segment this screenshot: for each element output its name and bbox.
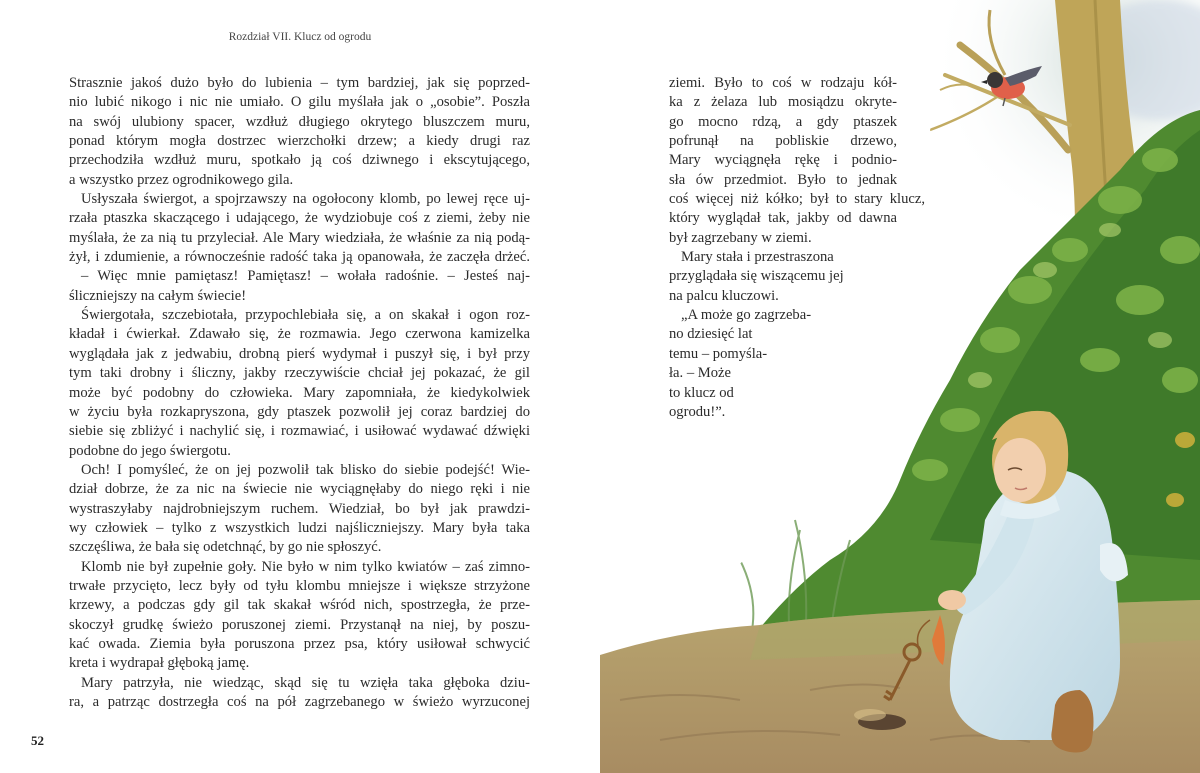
text-line: wystraszyłaby najdrobniejszym ruchem. Wiedział, bo był jak prawdzi- (69, 500, 530, 517)
text-line: przyglądała się wiszącemu jej (669, 268, 844, 285)
text-line: może być podobny do człowieka. Mary zapomniała, że kiedykolwiek (69, 384, 530, 401)
text-line: śliczniejszy na całym świecie! (69, 287, 247, 304)
text-line: tym taki drobny i śliczny, jakby rzeczywiście chciał jej pokazać, że gil (69, 365, 530, 382)
text-line: w życiu była rozkapryszona, gdy ptaszek pozwolił jej coraz bardziej do (69, 403, 530, 420)
text-line: dział dobrze, że za nic na świecie nie wyciągnęłaby do niego ręki i nie (69, 481, 530, 498)
text-line: Strasznie jakoś dużo było do lubienia – tym bardziej, jak się poprzed- (69, 75, 530, 91)
text-line: ponad którym mogła dostrzec wierzchołki drzew; a kiedy drugi raz (69, 133, 530, 150)
right-page (600, 0, 1200, 773)
text-line: krzewy, a podczas gdy gil tak skakał wśród nich, spostrzegła, że prze- (69, 597, 530, 614)
text-line: kładał i ćwierkał. Zdawało się, że rozmawia. Jego czerwona kamizelka (69, 326, 530, 343)
text-line: Mary wyciągnęła rękę i podnio- (669, 152, 897, 169)
text-line: kać owada. Ziemia była poruszona przez psa, który usiłował schwycić (69, 635, 530, 652)
right-page-body (669, 74, 925, 422)
text-line: Mary patrzyła, nie wiedząc, skąd się tu wzięła taka głęboka dziu- (81, 674, 530, 691)
running-head: Rozdział VII. Klucz od ogrodu (228, 31, 372, 43)
text-line: podobne do jego świergotu. (69, 442, 231, 459)
text-line: temu – pomyśla- (669, 345, 768, 362)
text-line: Mary stała i przestraszona (681, 249, 834, 266)
left-page-body (69, 74, 530, 712)
text-line: siebie się zbliżyć i nachylić się, i rozmawiać, i usiłować wydawać dźwięki (69, 423, 530, 440)
text-line: no dziesięć lat (669, 326, 753, 343)
text-line: Och! I pomyśleć, że on jej pozwolił tak blisko do siebie podejść! Wie- (81, 461, 530, 478)
text-line: „A może go zagrzeba- (681, 307, 812, 324)
text-line: Świergotała, szczebiotała, przypochlebiała się, a on skakał i ogon roz- (81, 307, 530, 324)
text-line: ła. – Może (669, 365, 732, 382)
text-line: ka z żelaza lub mosiądzu okryte- (669, 94, 897, 111)
text-line: rzała ptaszka skaczącego i udającego, że wydziobuje coś z ziemi, żeby nie (69, 210, 530, 227)
text-line: myślała, że za nią tu przyleciał. Ale Mary wiedziała, że właśnie za nią podą- (69, 229, 530, 246)
text-line: nio lubić nikogo i nic nie umiało. O gilu myślała jak o „osobie”. Poszła (69, 94, 530, 111)
text-line: przechodziła wzdłuż muru, spotkało ją coś dziwnego i ekscytującego, (69, 152, 530, 169)
text-line: to klucz od (669, 384, 734, 401)
text-line: ra, a patrząc dostrzegła coś na pół zagrzebanego w świeżo wyrzuconej (69, 694, 530, 710)
text-line: był zagrzebany w ziemi. (669, 229, 812, 246)
text-line: a wszystko przez ogrodnikowego gila. (69, 171, 294, 188)
text-line: wyglądała jak z jedwabiu, drobną pierś wydymał i puszył się, i był przy (69, 345, 530, 362)
text-line: szczęśliwa, że bała się odetchnąć, by go nie spłoszyć. (69, 539, 382, 556)
text-line: żył, i zdumienie, a równocześnie radość taka ją opanowała, że zaczęła drżeć. (69, 249, 530, 266)
text-line: Usłyszała świergot, a spojrzawszy na ogołocony klomb, po lewej ręce uj- (81, 191, 530, 208)
text-line: na swój ulubiony spacer, wzdłuż długiego okrytego bluszczem muru, (69, 113, 530, 130)
text-line: – Więc mnie pamiętasz! Pamiętasz! – wołała radośnie. – Jesteś naj- (81, 268, 530, 285)
text-line: skoczył grudkę świeżo poruszonej ziemi. Przystanął na niej, by poszu- (69, 616, 530, 633)
text-line: coś więcej niż kółko; był to stary klucz, (669, 191, 925, 208)
text-line: sła ów przedmiot. Było to jednak (669, 171, 897, 188)
text-line: który wyglądał tak, jakby od dawna (669, 210, 897, 227)
text-line: wy człowiek – tylko z wszystkich ludzi najśliczniejszy. Mary była taka (69, 519, 530, 536)
text-line: Klomb nie był zupełnie goły. Nie było w nim tylko kwiatów – zaś zimno- (81, 558, 530, 575)
text-line: pofrunął na pobliskie drzewo, (669, 133, 897, 150)
page-number: 52 (31, 733, 44, 748)
text-line: ogrodu!”. (669, 403, 726, 420)
text-line: trwałe przycięto, lecz były od tyłu klombu mniejsze i większe strzyżone (69, 577, 530, 594)
text-line: kreta i wydrapał głęboką jamę. (69, 655, 250, 672)
text-line: ziemi. Było to coś w rodzaju kół- (669, 75, 897, 91)
text-line: na palcu kluczowi. (669, 287, 779, 304)
text-line: go mocno rdzą, a gdy ptaszek (669, 113, 897, 130)
